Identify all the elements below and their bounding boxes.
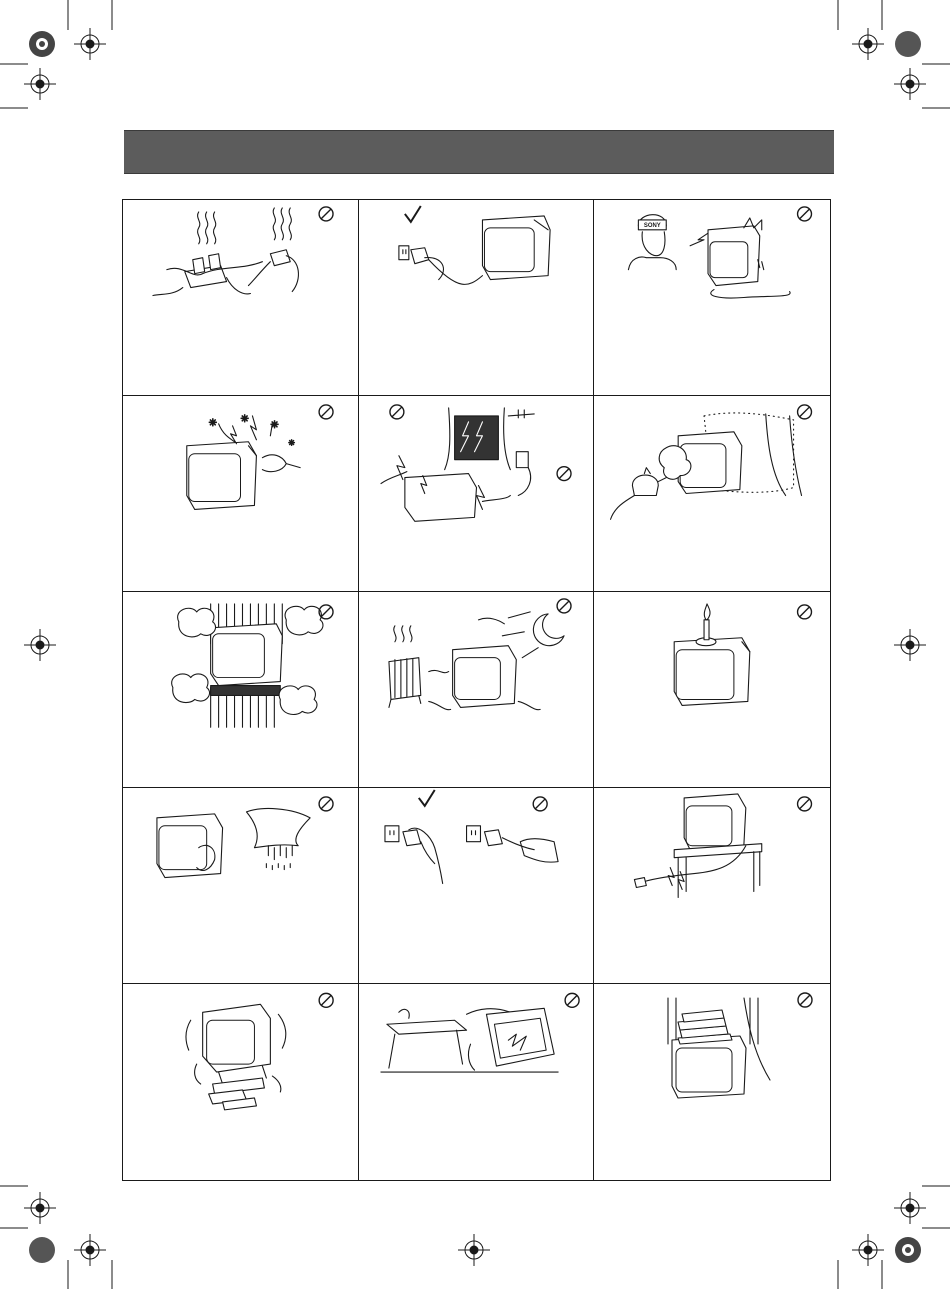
cell-blocked-ventilation	[123, 592, 359, 788]
checkmark-icon	[405, 206, 421, 222]
humidity-illustration	[594, 396, 830, 591]
cleaning-illustration	[123, 788, 358, 983]
plug-in-tv-illustration	[359, 200, 593, 395]
prohibition-icon	[798, 605, 812, 619]
unplug-method-illustration	[359, 788, 593, 983]
cell-call-service	[594, 200, 830, 396]
cell-candle-on-top	[594, 592, 830, 788]
prohibition-icon	[798, 797, 812, 811]
falling-tv-illustration	[359, 984, 593, 1180]
svg-text:✳: ✳	[270, 419, 279, 431]
prohibition-icon	[798, 993, 812, 1007]
prohibition-icon	[557, 467, 571, 481]
candle-on-tv-illustration	[594, 592, 830, 787]
registration-mark-icon	[894, 1192, 926, 1224]
svg-text:✳: ✳	[240, 413, 249, 425]
cell-sparks-in-vents	[123, 396, 359, 592]
overloaded-outlet-illustration	[123, 200, 358, 395]
cell-plug-in-tv	[359, 200, 594, 396]
svg-text:✳: ✳	[208, 417, 217, 429]
cell-objects-on-top	[594, 984, 830, 1180]
prohibition-icon	[565, 993, 579, 1007]
heat-source-illustration	[359, 592, 593, 787]
prohibition-icon	[557, 599, 571, 613]
registration-mark-icon	[894, 629, 926, 661]
lightning-storm-illustration	[359, 396, 593, 591]
registration-mark-icon	[852, 1234, 884, 1266]
registration-mark-icon	[74, 1234, 106, 1266]
cell-unstable-surface	[123, 984, 359, 1180]
cell-steam-humidity	[594, 396, 830, 592]
service-logo-text: SONY	[643, 222, 661, 229]
registration-mark-icon	[458, 1234, 490, 1266]
unstable-surface-illustration	[123, 984, 358, 1180]
cell-cleaning	[123, 788, 359, 984]
object-in-vents-illustration	[123, 396, 358, 591]
prohibition-icon	[390, 405, 404, 419]
blocked-ventilation-illustration	[123, 592, 358, 787]
registration-mark-icon	[74, 28, 106, 60]
section-header-bar	[124, 130, 834, 174]
registration-mark-icon	[24, 1192, 56, 1224]
registration-mark-icon	[24, 68, 56, 100]
cell-unplug-by-plug	[359, 788, 594, 984]
damaged-cord-illustration	[594, 788, 830, 983]
cell-heat-sources	[359, 592, 594, 788]
registration-mark-icon	[894, 68, 926, 100]
prohibition-icon	[319, 993, 333, 1007]
checkmark-icon	[419, 790, 435, 806]
registration-mark-icon	[852, 28, 884, 60]
cell-falling-tv	[359, 984, 594, 1180]
objects-on-tv-illustration	[594, 984, 830, 1180]
registration-mark-icon	[24, 629, 56, 661]
cell-damaged-cord	[594, 788, 830, 984]
cell-hot-plugs	[123, 200, 359, 396]
call-service-illustration	[594, 200, 830, 395]
prohibition-icon	[798, 207, 812, 221]
prohibition-icon	[533, 797, 547, 811]
prohibition-icon	[798, 405, 812, 419]
svg-text:✳: ✳	[288, 438, 295, 448]
cell-lightning-storm	[359, 396, 594, 592]
prohibition-icon	[319, 207, 333, 221]
safety-illustration-grid	[122, 199, 831, 1181]
prohibition-icon	[319, 797, 333, 811]
prohibition-icon	[319, 405, 333, 419]
